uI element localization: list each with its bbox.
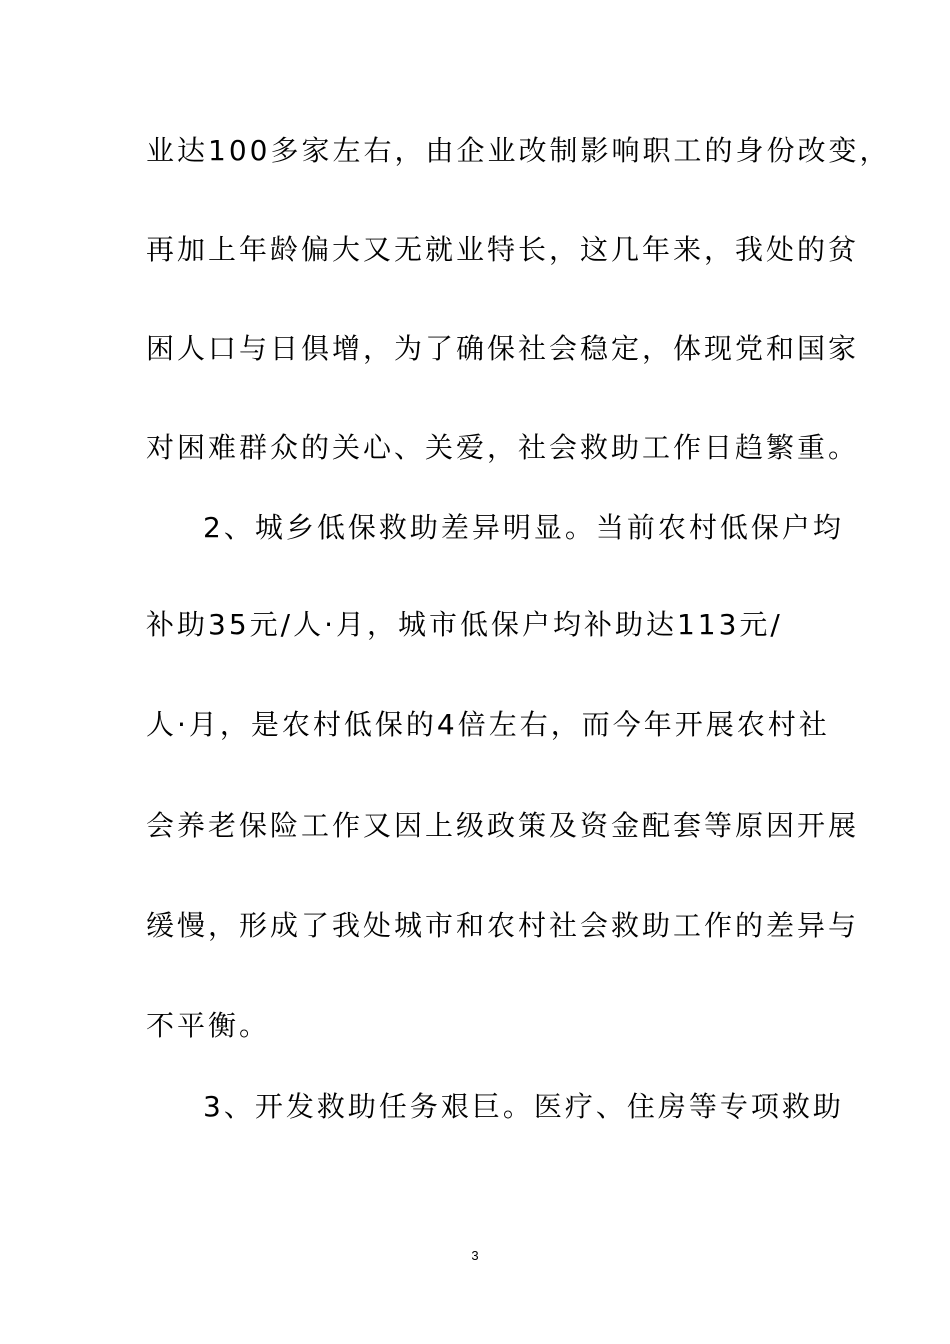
text-line-8: 会养老保险工作又因上级政策及资金配套等原因开展 — [146, 809, 860, 842]
text-line-2: 再加上年龄偏大又无就业特长，这几年来，我处的贫 — [146, 233, 860, 266]
text-line-7: 人·月，是农村低保的4倍左右，而今年开展农村社 — [146, 708, 830, 741]
text-line-3: 困人口与日俱增，为了确保社会稳定，体现党和国家 — [146, 332, 860, 365]
text-line-5: 2、城乡低保救助差异明显。当前农村低保户均 — [203, 511, 844, 544]
text-line-11: 3、开发救助任务艰巨。医疗、住房等专项救助 — [203, 1090, 844, 1123]
text-line-1: 业达100多家左右，由企业改制影响职工的身份改变， — [146, 134, 891, 167]
page-number: 3 — [471, 1248, 479, 1263]
text-line-10: 不平衡。 — [146, 1009, 271, 1042]
text-line-6: 补助35元/人·月，城市低保户均补助达113元/ — [146, 608, 783, 641]
text-line-4: 对困难群众的关心、关爱，社会救助工作日趋繁重。 — [146, 431, 860, 464]
text-line-9: 缓慢，形成了我处城市和农村社会救助工作的差异与 — [146, 909, 860, 942]
